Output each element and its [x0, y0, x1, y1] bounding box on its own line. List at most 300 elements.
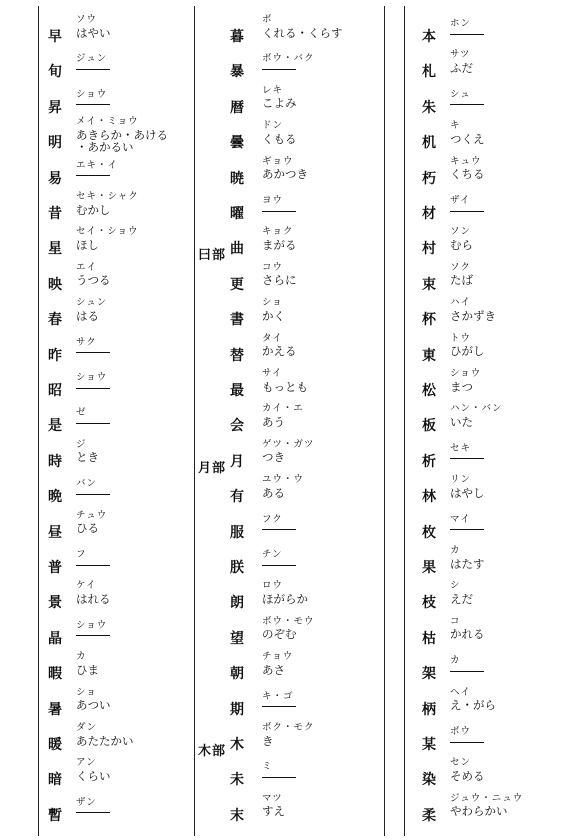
kun-reading: ひる — [76, 521, 99, 536]
kanji-readings — [262, 226, 297, 251]
kanji-entry — [406, 45, 578, 80]
kun-reading: こよみ — [262, 96, 297, 111]
underline-mark — [262, 777, 296, 778]
kanji-entry — [40, 541, 190, 576]
kanji-entry — [406, 81, 578, 116]
kanji-readings — [76, 89, 110, 106]
underline-mark — [262, 565, 296, 566]
kanji-readings — [450, 616, 485, 641]
kanji-entry — [40, 222, 190, 257]
kanji-character: 曲 — [230, 241, 244, 258]
kanji-readings — [450, 195, 484, 212]
kun-reading: あきらか・あける — [76, 127, 168, 142]
on-reading: シュン — [76, 297, 108, 309]
underline-mark — [450, 458, 484, 459]
on-reading: アン — [76, 757, 97, 769]
kanji-readings — [262, 14, 343, 39]
kanji-readings — [450, 443, 484, 460]
kanji-character: 枚 — [422, 524, 436, 541]
on-reading: ショウ — [76, 372, 108, 383]
underline-mark — [262, 706, 296, 707]
kanji-readings — [262, 53, 315, 70]
kanji-character: 本 — [422, 29, 436, 45]
kun-reading: つくえ — [450, 131, 485, 146]
kun-reading: くもる — [262, 131, 297, 146]
kanji-readings — [450, 580, 473, 605]
kun-reading: えだ — [450, 591, 473, 606]
kanji-readings — [76, 687, 111, 712]
on-reading: カ — [450, 545, 461, 556]
on-reading: ドン — [262, 120, 284, 132]
on-reading: エイ — [76, 261, 98, 273]
kanji-entry — [196, 81, 382, 116]
kanji-character: 朝 — [230, 666, 244, 683]
kanji-readings — [76, 549, 110, 566]
kanji-character: 晶 — [48, 630, 62, 647]
kanji-entry — [40, 399, 190, 434]
kanji-entry — [406, 329, 578, 364]
on-reading: チョウ — [262, 651, 294, 663]
kanji-character: 春 — [48, 312, 62, 329]
kanji-readings — [450, 368, 481, 393]
underline-mark — [76, 423, 110, 424]
on-reading: チュウ — [76, 509, 108, 521]
on-reading: ギョウ — [262, 155, 294, 167]
kanji-entry — [406, 435, 578, 470]
kanji-readings — [262, 195, 296, 212]
kanji-readings — [450, 687, 496, 712]
kanji-entry — [40, 364, 190, 399]
kanji-entry — [40, 683, 190, 718]
kanji-readings — [76, 160, 118, 177]
kanji-readings — [450, 545, 485, 570]
kanji-character: 期 — [230, 701, 244, 718]
on-reading: コ — [450, 615, 461, 627]
kanji-readings — [450, 49, 473, 74]
kanji-character: 材 — [422, 206, 436, 222]
kanji-entry — [196, 45, 382, 80]
kanji-character: 某 — [422, 737, 436, 753]
on-reading: ボウ — [450, 726, 472, 737]
on-reading: キ・ゴ — [262, 690, 294, 702]
kanji-readings — [76, 14, 111, 39]
kanji-entry — [196, 647, 382, 682]
kanji-character: 暗 — [48, 772, 62, 789]
kun-reading: ・あかるい — [76, 140, 134, 155]
kanji-readings — [262, 120, 297, 145]
on-reading: ザン — [76, 796, 97, 808]
kanji-entry — [196, 152, 382, 187]
on-reading: ジ — [76, 438, 87, 450]
kanji-readings — [76, 226, 139, 251]
kanji-character: 是 — [48, 418, 62, 435]
on-reading: ヨウ — [262, 195, 284, 206]
kanji-readings — [76, 620, 110, 637]
kanji-entry — [196, 222, 382, 264]
kanji-readings — [76, 722, 134, 747]
kanji-character: 林 — [422, 489, 436, 506]
kanji-entry — [40, 45, 190, 80]
on-reading: ヘイ — [450, 686, 472, 698]
on-reading: バン — [76, 478, 98, 490]
kanji-character: 朕 — [230, 560, 244, 576]
kanji-entry — [196, 10, 382, 45]
kun-reading: あう — [262, 414, 285, 429]
kanji-entry — [40, 647, 190, 682]
kanji-entry — [40, 753, 190, 788]
kanji-character: 暑 — [48, 701, 62, 718]
on-reading: ボ — [262, 14, 273, 25]
underline-mark — [76, 812, 110, 813]
on-reading: ザイ — [450, 195, 471, 206]
kanji-readings — [450, 156, 485, 181]
on-reading: ボウ・バク — [262, 53, 315, 65]
kanji-readings — [262, 691, 296, 708]
kanji-character: 枝 — [422, 595, 436, 612]
kun-reading: いた — [450, 414, 473, 429]
kanji-readings — [76, 478, 110, 495]
on-reading: キュウ — [450, 155, 482, 167]
kun-reading: くれる・くらす — [262, 25, 343, 40]
kanji-column-2 — [196, 0, 382, 840]
on-reading: ジュン — [76, 53, 108, 65]
kanji-character: 村 — [422, 241, 436, 258]
on-reading: サイ — [262, 368, 283, 379]
underline-mark — [76, 388, 110, 389]
kun-reading: はやい — [76, 25, 111, 40]
on-reading: エキ・イ — [76, 159, 119, 171]
kanji-entry — [406, 116, 578, 151]
kanji-entry — [196, 753, 382, 788]
on-reading: チン — [262, 549, 283, 560]
kanji-readings — [450, 655, 484, 672]
kanji-readings — [262, 368, 308, 393]
kanji-entry — [196, 541, 382, 576]
on-reading: カ — [76, 651, 87, 663]
kanji-entry — [40, 116, 190, 155]
kanji-readings — [76, 337, 110, 354]
kanji-readings — [76, 439, 99, 464]
on-reading: ショウ — [450, 368, 482, 379]
kanji-readings — [76, 191, 139, 216]
kanji-character: 星 — [48, 241, 62, 258]
kanji-readings — [262, 262, 297, 287]
kun-reading: ふだ — [450, 60, 473, 75]
kanji-character: 更 — [230, 276, 244, 293]
kanji-entry — [406, 506, 578, 541]
on-reading: カイ・エ — [262, 403, 304, 415]
kun-reading: くちる — [450, 167, 485, 182]
kun-reading: あたたかい — [76, 733, 134, 748]
kanji-readings — [262, 85, 297, 110]
on-reading: ショウ — [76, 88, 108, 100]
kun-reading: ひがし — [450, 344, 485, 359]
kanji-readings — [262, 333, 297, 358]
kanji-readings — [262, 651, 293, 676]
kanji-character: 服 — [230, 524, 244, 541]
kanji-entry — [196, 399, 382, 434]
on-reading: マイ — [450, 513, 471, 525]
kanji-entry — [196, 576, 382, 611]
kun-reading: うつる — [76, 273, 111, 288]
kun-reading: のぞむ — [262, 627, 297, 642]
on-reading: キョク — [262, 226, 294, 238]
kanji-character: 易 — [48, 170, 62, 187]
kun-reading: ある — [262, 485, 285, 500]
kanji-character: 末 — [230, 807, 244, 824]
kun-reading: さかずき — [450, 308, 496, 323]
kun-reading: ひま — [76, 662, 99, 677]
kanji-readings — [76, 372, 110, 389]
kanji-entry — [196, 435, 382, 476]
kanji-character: 木 — [230, 737, 244, 753]
kanji-entry — [406, 222, 578, 257]
kanji-character: 朽 — [422, 170, 436, 187]
kanji-entry — [40, 435, 190, 470]
kanji-readings — [262, 722, 315, 747]
kanji-entry — [40, 789, 190, 824]
kanji-entry — [40, 506, 190, 541]
underline-mark — [450, 529, 484, 530]
kanji-readings — [76, 53, 110, 70]
kanji-character: 束 — [422, 276, 436, 293]
radical-label: 曰部 — [198, 248, 227, 264]
kun-reading: むら — [450, 237, 473, 252]
column-rule-center-right — [384, 6, 385, 836]
kanji-character: 昼 — [48, 524, 62, 541]
kun-reading: かえる — [262, 344, 297, 359]
kanji-readings — [76, 651, 99, 676]
kanji-readings — [262, 793, 285, 818]
on-reading: ショ — [262, 297, 283, 309]
kanji-character: 晩 — [48, 489, 62, 506]
kanji-character: 暦 — [230, 99, 244, 116]
underline-mark — [76, 69, 110, 70]
kanji-character: 暇 — [48, 666, 62, 683]
on-reading: ハイ — [450, 297, 472, 309]
kanji-character: 映 — [48, 276, 62, 293]
kun-reading: やわらかい — [450, 804, 508, 819]
kanji-column-3 — [406, 0, 578, 840]
kanji-character: 未 — [230, 772, 244, 789]
kanji-character: 朱 — [422, 99, 436, 116]
kanji-character: 暖 — [48, 737, 62, 753]
on-reading: セイ・ショウ — [76, 226, 139, 238]
kun-reading: はる — [76, 308, 99, 323]
kanji-entry — [40, 718, 190, 753]
underline-mark — [262, 211, 296, 212]
kanji-readings — [76, 116, 168, 154]
kanji-column-1 — [40, 0, 190, 840]
on-reading: ショウ — [76, 619, 108, 631]
kanji-character: 果 — [422, 560, 436, 576]
kanji-character: 昭 — [48, 383, 62, 399]
kanji-entry — [196, 258, 382, 293]
kanji-entry — [406, 576, 578, 611]
underline-mark — [450, 211, 484, 212]
kanji-readings — [450, 297, 496, 322]
kanji-character: 杯 — [422, 312, 436, 329]
kanji-readings — [76, 407, 110, 424]
kanji-readings — [450, 226, 473, 251]
kanji-readings — [262, 549, 296, 566]
kanji-entry — [40, 152, 190, 187]
kanji-entry — [40, 187, 190, 222]
kanji-readings — [262, 761, 296, 778]
kanji-entry — [406, 683, 578, 718]
kanji-character: 月 — [230, 453, 244, 470]
kun-reading: もっとも — [262, 379, 308, 394]
kanji-character: 書 — [230, 312, 244, 329]
kanji-entry — [40, 612, 190, 647]
kanji-character: 会 — [230, 418, 244, 435]
kanji-readings — [450, 333, 485, 358]
kanji-readings — [76, 580, 111, 605]
on-reading: ジュウ・ニュウ — [450, 792, 524, 804]
on-reading: タイ — [262, 332, 283, 344]
on-reading: ダン — [76, 722, 98, 733]
kanji-entry — [406, 258, 578, 293]
on-reading: トウ — [450, 332, 472, 344]
kun-reading: かれる — [450, 627, 485, 642]
kun-reading: かく — [262, 308, 285, 323]
kun-reading: あつい — [76, 698, 111, 713]
kanji-entry — [406, 399, 578, 434]
on-reading: ロウ — [262, 580, 284, 592]
underline-mark — [76, 565, 110, 566]
kun-reading: はたす — [450, 556, 485, 571]
kun-reading: はれる — [76, 591, 111, 606]
kanji-character: 暫 — [48, 807, 62, 824]
kanji-character: 望 — [230, 630, 244, 647]
kanji-character: 柄 — [422, 701, 436, 718]
kanji-entry — [196, 718, 382, 759]
kanji-character: 昔 — [48, 206, 62, 222]
on-reading: サク — [76, 336, 97, 348]
kun-reading: あさ — [262, 662, 285, 677]
on-reading: サツ — [450, 49, 471, 61]
kanji-readings — [76, 297, 107, 322]
on-reading: ソウ — [76, 14, 98, 25]
on-reading: ボウ・モウ — [262, 615, 315, 627]
kanji-readings — [450, 89, 484, 106]
kun-reading: むかし — [76, 202, 111, 217]
kun-reading: き — [262, 733, 274, 748]
kanji-character: 朗 — [230, 595, 244, 612]
on-reading: コウ — [262, 261, 284, 273]
kun-reading: ほがらか — [262, 591, 308, 606]
kanji-entry — [196, 293, 382, 328]
kanji-character: 析 — [422, 453, 436, 470]
kun-reading: とき — [76, 450, 99, 465]
on-reading: シュ — [450, 88, 471, 100]
kanji-readings — [450, 403, 503, 428]
kanji-character: 替 — [230, 347, 244, 364]
kanji-character: 東 — [422, 347, 436, 364]
kanji-character: 暮 — [230, 29, 244, 45]
on-reading: ケイ — [76, 580, 97, 592]
on-reading: マツ — [262, 792, 283, 804]
kanji-entry — [40, 576, 190, 611]
kanji-character: 普 — [48, 560, 62, 576]
on-reading: キ — [450, 120, 461, 132]
radical-label: 月部 — [198, 460, 227, 476]
on-reading: リン — [450, 474, 472, 486]
kanji-entry — [406, 10, 578, 45]
kun-reading: たば — [450, 273, 473, 288]
kanji-entry — [406, 612, 578, 647]
underline-mark — [262, 529, 296, 530]
underline-mark — [450, 671, 484, 672]
on-reading: カ — [450, 655, 461, 667]
kun-reading: すえ — [262, 804, 285, 819]
kanji-character: 暴 — [230, 64, 244, 81]
kanji-entry — [40, 10, 190, 45]
on-reading: ミ — [262, 761, 273, 773]
kanji-entry — [406, 152, 578, 187]
column-rule-center-left — [194, 6, 195, 836]
kanji-entry — [406, 187, 578, 222]
kanji-entry — [40, 470, 190, 505]
column-rule-left — [38, 6, 39, 836]
on-reading: ユウ・ウ — [262, 474, 305, 486]
kun-reading: つき — [262, 450, 285, 465]
on-reading: ショ — [76, 686, 97, 698]
underline-mark — [450, 104, 484, 105]
kanji-entry — [406, 647, 578, 682]
kun-reading: ほし — [76, 237, 99, 252]
kanji-entry — [196, 612, 382, 647]
kanji-readings — [450, 757, 485, 782]
on-reading: ソン — [450, 226, 472, 238]
kanji-character: 明 — [48, 135, 62, 152]
kanji-character: 札 — [422, 64, 436, 81]
kanji-character: 染 — [422, 772, 436, 789]
kanji-entry — [40, 329, 190, 364]
kanji-entry — [196, 683, 382, 718]
kanji-character: 景 — [48, 595, 62, 612]
on-reading: レキ — [262, 84, 284, 96]
kanji-readings — [450, 793, 523, 818]
on-reading: セキ・シャク — [76, 191, 139, 202]
on-reading: セキ — [450, 442, 472, 454]
kun-reading: あかつき — [262, 167, 308, 182]
kanji-entry — [196, 789, 382, 824]
kanji-readings — [262, 474, 304, 499]
on-reading: フ — [76, 549, 87, 560]
on-reading: セン — [450, 757, 472, 769]
underline-mark — [76, 635, 110, 636]
on-reading: ボク・モク — [262, 722, 315, 733]
underline-mark — [262, 69, 296, 70]
kanji-entry — [406, 789, 578, 824]
kanji-readings — [262, 580, 308, 605]
underline-mark — [76, 104, 110, 105]
kanji-character: 昨 — [48, 347, 62, 364]
kun-reading: はやし — [450, 485, 485, 500]
kanji-readings — [262, 616, 315, 641]
on-reading: ゼ — [76, 407, 87, 419]
kun-reading: え・がら — [450, 698, 496, 713]
kanji-readings — [450, 120, 485, 145]
kanji-character: 架 — [422, 666, 436, 683]
kanji-entry — [196, 364, 382, 399]
kanji-character: 暁 — [230, 170, 244, 187]
kanji-entry — [406, 718, 578, 753]
kanji-entry — [196, 506, 382, 541]
kanji-readings — [262, 297, 285, 322]
kanji-readings — [450, 474, 485, 499]
